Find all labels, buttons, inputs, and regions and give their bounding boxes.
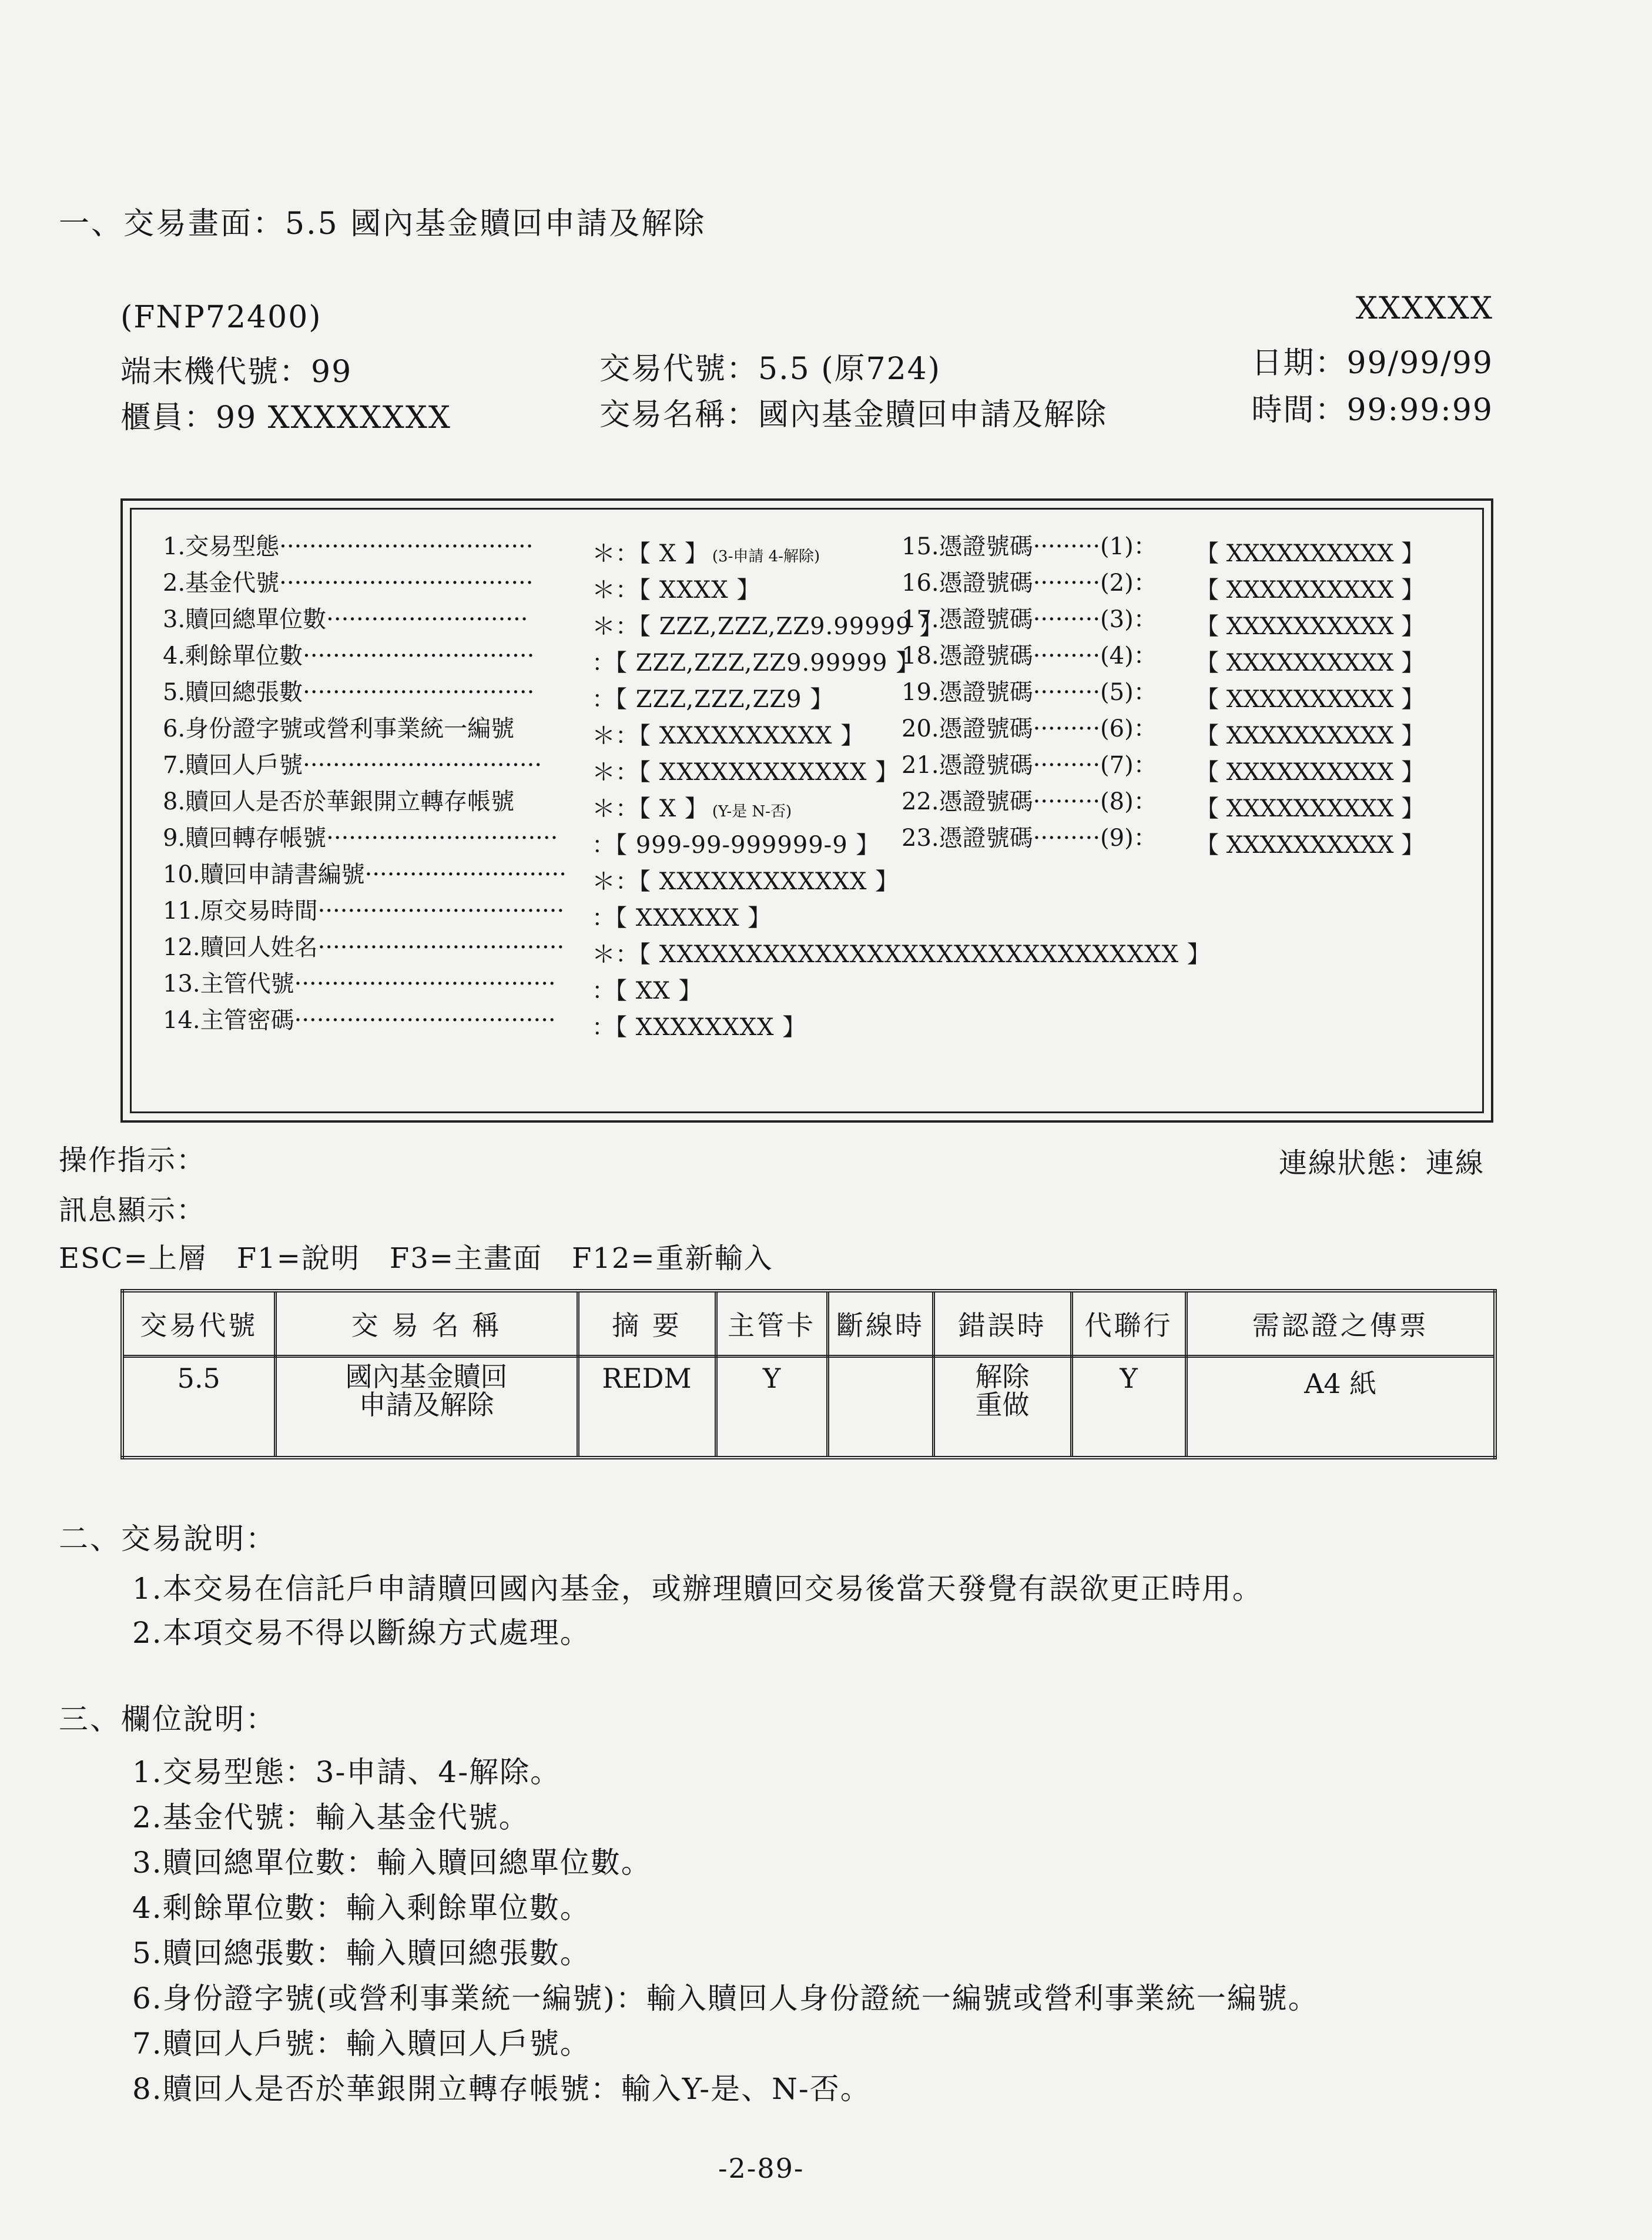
cell-agent-bank: Y	[1071, 1357, 1186, 1458]
col-header-summary: 摘 要	[578, 1291, 716, 1357]
teller: 櫃員：99 XXXXXXXX	[120, 400, 451, 436]
voucher-label: 21.憑證號碼·········(7)：	[902, 752, 1157, 779]
col-header-on-error: 錯誤時	[933, 1291, 1071, 1357]
field-row	[163, 965, 706, 1006]
list-item: 1.本交易在信託戶申請贖回國內基金，或辦理贖回交易後當天發覺有誤欲更正時用。	[132, 1572, 1263, 1606]
message-display: 訊息顯示：	[59, 1194, 206, 1227]
list-item: 5.贖回總張數：輸入贖回總張數。	[132, 1936, 591, 1970]
voucher-value[interactable]: 【 XXXXXXXXXX 】	[1195, 540, 1425, 567]
voucher-row	[902, 637, 1425, 678]
col-header-voucher: 需認證之傳票	[1186, 1291, 1495, 1357]
field-value[interactable]: 【 XXXXXXXXXXXXXXXXXXXXXXXXXXXXXX 】	[639, 941, 1211, 968]
required-mark: ＊：	[592, 941, 639, 968]
list-item: 7.贖回人戶號：輸入贖回人戶號。	[132, 2027, 591, 2061]
field-row	[163, 856, 903, 896]
field-value[interactable]: 【 999-99-999999-9 】	[615, 832, 880, 859]
cell-txn-code: 5.5	[122, 1357, 275, 1458]
voucher-row	[902, 601, 1425, 641]
field-row	[163, 710, 868, 751]
list-item: 3.贖回總單位數：輸入贖回總單位數。	[132, 1846, 652, 1880]
terminal-screen	[120, 498, 1493, 1123]
transaction-spec-table	[120, 1289, 1497, 1459]
field-row	[163, 929, 1215, 969]
field-label: 1.交易型態··································	[163, 533, 534, 560]
cell-offline	[827, 1357, 933, 1458]
voucher-row	[902, 819, 1425, 860]
field-label: 3.贖回總單位數···························	[163, 606, 528, 633]
col-header-txn-code: 交易代號	[122, 1291, 275, 1357]
voucher-value[interactable]: 【 XXXXXXXXXX 】	[1195, 722, 1425, 749]
field-label: 4.剩餘單位數·······························	[163, 642, 535, 669]
operation-hint: 操作指示：	[59, 1144, 206, 1177]
voucher-row	[902, 674, 1425, 714]
voucher-label: 22.憑證號碼·········(8)：	[902, 788, 1157, 815]
field-row	[163, 564, 764, 605]
date: 日期：99/99/99	[1251, 346, 1493, 381]
section1-title: 一、交易畫面：5.5 國內基金贖回申請及解除	[59, 206, 706, 242]
cell-txn-name: 國內基金贖回 申請及解除	[275, 1357, 578, 1458]
field-value[interactable]: 【 ZZZ,ZZZ,ZZ9.99999 】	[615, 649, 920, 677]
voucher-row	[902, 783, 1425, 823]
field-label: 12.贖回人姓名·································	[163, 934, 565, 961]
field-label: 11.原交易時間·································	[163, 898, 565, 925]
col-header-agent-bank: 代聯行	[1071, 1291, 1186, 1357]
list-item: 2.基金代號：輸入基金代號。	[132, 1800, 530, 1834]
voucher-value[interactable]: 【 XXXXXXXXXX 】	[1195, 759, 1425, 786]
table-header-row	[122, 1291, 1495, 1357]
field-label: 8.贖回人是否於華銀開立轉存帳號	[163, 788, 515, 815]
field-row	[163, 783, 792, 823]
field-label: 2.基金代號··································	[163, 570, 534, 597]
required-mark: ：	[592, 649, 615, 677]
field-row	[163, 819, 883, 860]
field-label: 7.贖回人戶號································	[163, 752, 542, 779]
transaction-name: 交易名稱：國內基金贖回申請及解除	[599, 397, 1108, 433]
transaction-code: 交易代號：5.5 (原724)	[599, 351, 941, 387]
screen-code: (FNP72400)	[120, 300, 322, 335]
cell-on-error: 解除 重做	[933, 1357, 1071, 1458]
field-value[interactable]: 【 XXXXXX 】	[615, 905, 772, 932]
field-row	[163, 601, 947, 641]
required-mark: ：	[592, 1014, 615, 1041]
voucher-label: 19.憑證號碼·········(5)：	[902, 679, 1157, 706]
field-row	[163, 674, 837, 714]
voucher-label: 20.憑證號碼·········(6)：	[902, 715, 1157, 742]
col-header-txn-name: 交 易 名 稱	[275, 1291, 578, 1357]
voucher-value[interactable]: 【 XXXXXXXXXX 】	[1195, 686, 1425, 713]
connection-status: 連線狀態：連線	[1278, 1147, 1485, 1180]
voucher-label: 16.憑證號碼·········(2)：	[902, 570, 1157, 597]
voucher-label: 18.憑證號碼·········(4)：	[902, 642, 1157, 669]
voucher-row	[902, 710, 1425, 751]
list-item: 4.剩餘單位數：輸入剩餘單位數。	[132, 1891, 591, 1925]
field-label: 14.主管密碼···································	[163, 1007, 556, 1034]
field-value[interactable]: 【 XXXXXXXX 】	[615, 1014, 807, 1041]
voucher-value[interactable]: 【 XXXXXXXXXX 】	[1195, 795, 1425, 822]
field-value[interactable]: 【 XXXXXXXXXXXX 】	[639, 759, 900, 786]
required-mark: ＊：	[592, 722, 639, 749]
field-note: (Y-是 N-否)	[712, 803, 792, 821]
voucher-row	[902, 746, 1425, 787]
cell-summary: REDM	[578, 1357, 716, 1458]
voucher-value[interactable]: 【 XXXXXXXXXX 】	[1195, 613, 1425, 640]
field-label: 9.贖回轉存帳號·······························	[163, 825, 558, 852]
voucher-label: 15.憑證號碼·········(1)：	[902, 533, 1157, 560]
field-value[interactable]: 【 XXXXXXXXXXXX 】	[639, 868, 900, 895]
cell-voucher: A4 紙	[1186, 1357, 1495, 1458]
field-label: 13.主管代號···································	[163, 970, 556, 997]
required-mark: ＊：	[592, 613, 639, 640]
voucher-value[interactable]: 【 XXXXXXXXXX 】	[1195, 577, 1425, 604]
top-right-code: XXXXXX	[1355, 291, 1493, 326]
required-mark: ＊：	[592, 868, 639, 895]
required-mark: ＊：	[592, 759, 639, 786]
list-item: 1.交易型態：3-申請、4-解除。	[132, 1755, 561, 1789]
page-number: -2-89-	[718, 2152, 805, 2184]
field-value[interactable]: 【 ZZZ,ZZZ,ZZ9 】	[615, 686, 835, 713]
field-value[interactable]: 【 XXXX 】	[639, 577, 761, 604]
required-mark: ＊：	[592, 577, 639, 604]
section3-title: 三、欄位說明：	[59, 1702, 277, 1736]
field-label: 10.贖回申請書編號···························	[163, 861, 567, 888]
terminal-id: 端末機代號：99	[120, 354, 353, 390]
voucher-label: 23.憑證號碼·········(9)：	[902, 825, 1157, 852]
list-item: 6.身份證字號(或營利事業統一編號)：輸入贖回人身份證統一編號或營利事業統一編號。	[132, 1981, 1319, 2015]
field-value[interactable]: 【 X 】	[639, 795, 709, 822]
table-row	[122, 1357, 1495, 1458]
required-mark: ＊：	[592, 540, 639, 567]
section2-title: 二、交易說明：	[59, 1522, 277, 1556]
field-value[interactable]: 【 XX 】	[615, 977, 703, 1005]
voucher-label: 17.憑證號碼·········(3)：	[902, 606, 1157, 633]
cell-supervisor-card: Y	[716, 1357, 827, 1458]
field-label: 5.贖回總張數·······························	[163, 679, 535, 706]
voucher-value[interactable]: 【 XXXXXXXXXX 】	[1195, 649, 1425, 677]
required-mark: ：	[592, 832, 615, 859]
field-value[interactable]: 【 ZZZ,ZZZ,ZZ9.99999 】	[639, 613, 944, 640]
voucher-row	[902, 564, 1425, 605]
list-item: 8.贖回人是否於華銀開立轉存帳號：輸入Y-是、N-否。	[132, 2072, 871, 2106]
required-mark: ：	[592, 686, 615, 713]
field-note: (3-申請 4-解除)	[712, 548, 820, 565]
field-row	[163, 528, 820, 568]
required-mark: ＊：	[592, 795, 639, 822]
voucher-row	[902, 528, 1425, 568]
voucher-value[interactable]: 【 XXXXXXXXXX 】	[1195, 832, 1425, 859]
required-mark: ：	[592, 905, 615, 932]
field-row	[163, 637, 923, 678]
list-item: 2.本項交易不得以斷線方式處理。	[132, 1616, 591, 1650]
function-keys: ESC=上層 F1=說明 F3=主畫面 F12=重新輸入	[59, 1242, 773, 1275]
field-row	[163, 746, 903, 787]
required-mark: ：	[592, 977, 615, 1005]
field-row	[163, 1002, 810, 1042]
field-label: 6.身份證字號或營利事業統一編號	[163, 715, 515, 742]
field-value[interactable]: 【 XXXXXXXXXX 】	[639, 722, 865, 749]
time: 時間：99:99:99	[1251, 393, 1493, 428]
field-value[interactable]: 【 X 】	[639, 540, 709, 567]
field-row	[163, 892, 775, 933]
col-header-supervisor-card: 主管卡	[716, 1291, 827, 1357]
col-header-offline: 斷線時	[827, 1291, 933, 1357]
